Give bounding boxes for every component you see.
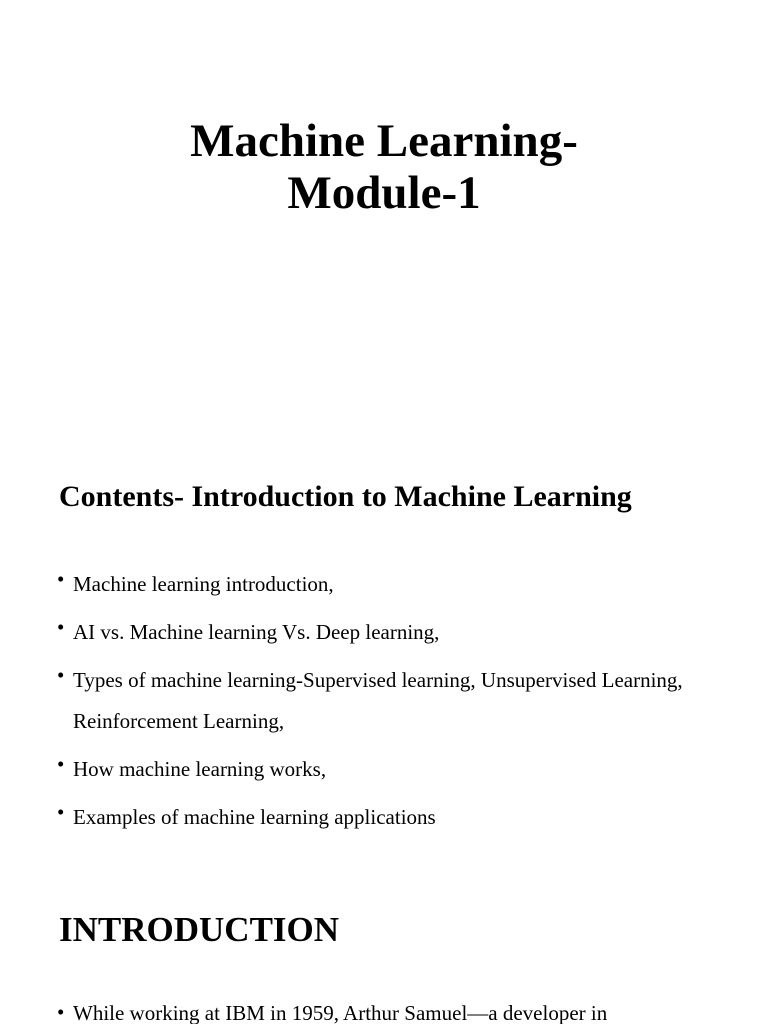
bullet-icon: • bbox=[57, 567, 65, 591]
list-item bbox=[57, 612, 697, 653]
list-item-text: AI vs. Machine learning Vs. Deep learning, bbox=[73, 620, 440, 644]
list-item-text: While working at IBM in 1959, Arthur Samuel—a developer in bbox=[73, 1001, 608, 1024]
bullet-icon: • bbox=[57, 1000, 65, 1024]
contents-list bbox=[57, 564, 697, 845]
bullet-icon: • bbox=[57, 751, 65, 776]
list-item bbox=[57, 564, 697, 605]
list-item bbox=[57, 660, 697, 741]
introduction-heading: INTRODUCTION bbox=[59, 910, 340, 949]
page-title bbox=[0, 115, 768, 219]
list-item-text: Types of machine learning-Supervised learning, Unsupervised Learning, Reinforcement Learning, bbox=[73, 668, 683, 733]
bullet-icon: • bbox=[57, 663, 65, 687]
list-item bbox=[57, 749, 697, 790]
contents-heading: Contents- Introduction to Machine Learning bbox=[59, 480, 632, 513]
list-item-text: Machine learning introduction, bbox=[73, 572, 334, 596]
page-title-line-1: Machine Learning- bbox=[190, 115, 578, 167]
list-item bbox=[57, 797, 697, 838]
bullet-icon: • bbox=[57, 615, 65, 639]
list-item bbox=[57, 997, 697, 1024]
introduction-list bbox=[57, 997, 697, 1024]
list-item-text: Examples of machine learning applications bbox=[73, 804, 436, 829]
bullet-icon: • bbox=[57, 799, 65, 824]
page-title-line-2: Module-1 bbox=[287, 167, 481, 219]
list-item-text: How machine learning works, bbox=[73, 756, 327, 781]
